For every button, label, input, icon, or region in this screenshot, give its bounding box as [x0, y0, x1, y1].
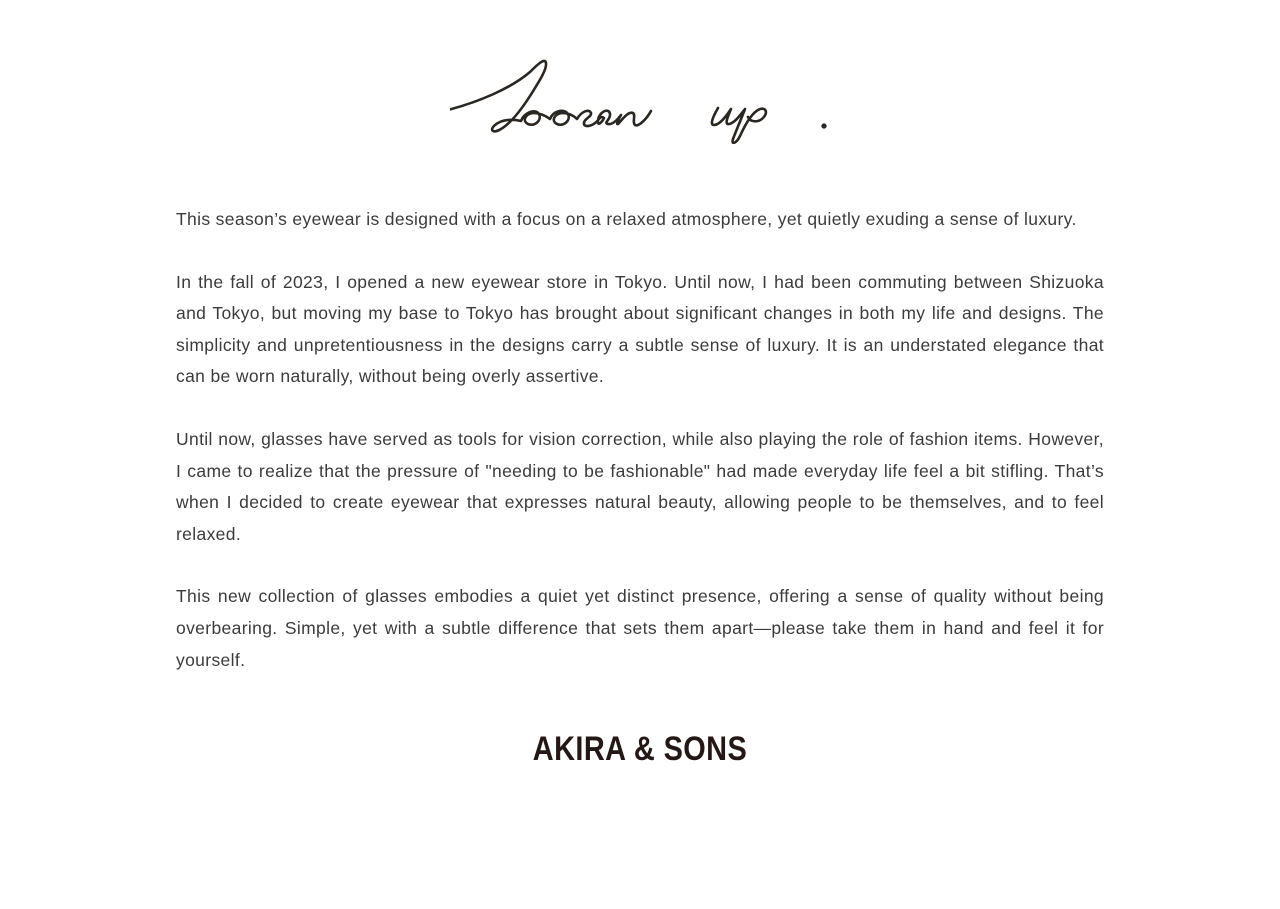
paragraph-intro: This season’s eyewear is designed with a focus on a relaxed atmosphere, yet quietly exuding a sense of luxury. [176, 209, 1077, 229]
loosen-up-script-icon [450, 56, 830, 144]
page [0, 56, 1280, 909]
paragraph-tokyo-move: In the fall of 2023, I opened a new eyewear store in Tokyo. Until now, I had been commuting between Shizuoka and Tokyo, but moving my base to Tokyo has brought about significant changes in both my life and designs. The simplicity and unpretentiousness in the designs carry a subtle sense of luxury. It is an understated elegance that can be worn naturally, without being overly assertive. [176, 271, 1104, 387]
paragraph-fashion-pressure: Until now, glasses have served as tools for vision correction, while also playing the role of fashion items. However, I came to realize that the pressure of "needing to be fashionable" had made everyday life feel a bit stifling. That’s when I decided to create eyewear that expresses natural beauty, allowing people to be themselves, and to feel relaxed. [176, 428, 1104, 544]
script-logo [450, 56, 830, 144]
script-period-dot [821, 123, 826, 128]
paragraph-new-collection: This new collection of glasses embodies a quiet yet distinct presence, offering a sense of quality without being overbearing. Simple, yet with a subtle difference that sets them apart—please take them in hand and feel it for yourself. [176, 586, 1104, 670]
body-copy [176, 204, 1104, 676]
brand-logo: AKIRA & SONS [532, 730, 748, 769]
